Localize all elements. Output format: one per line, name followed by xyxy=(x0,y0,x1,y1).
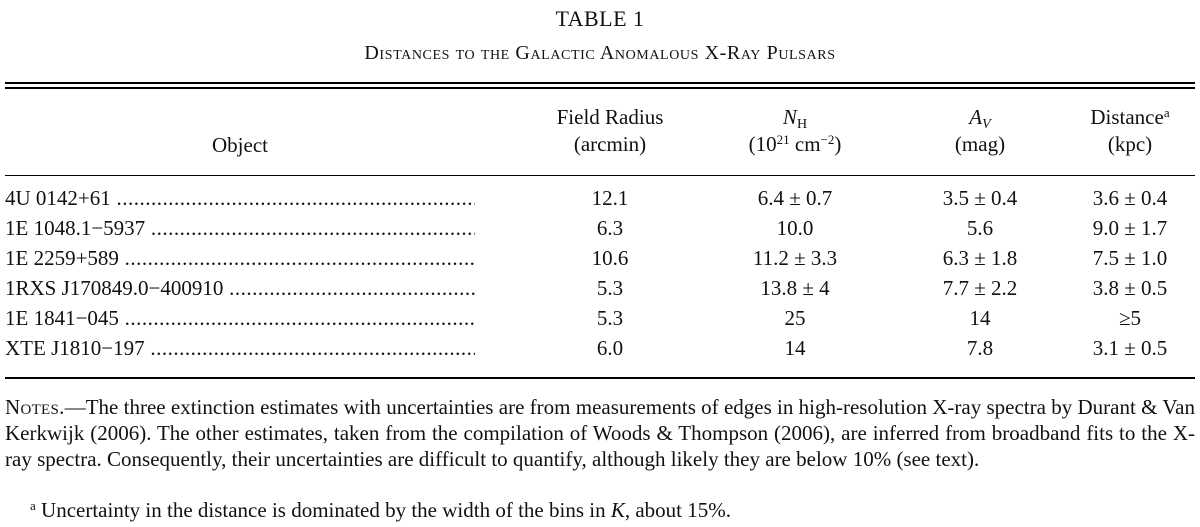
nh-unit-exp: 21 xyxy=(776,132,790,147)
row-av: 7.7 ± 2.2 xyxy=(942,276,1018,300)
av-symbol: A xyxy=(969,105,983,129)
table-row xyxy=(0,213,1200,243)
distance-footnote-marker: a xyxy=(1163,105,1170,120)
row-object: XTE J1810−197 ..... xyxy=(5,333,475,363)
row-object: 1E 2259+589 ..... xyxy=(5,243,475,273)
header-distance-label xyxy=(1060,104,1200,131)
row-field-radius: 5.3 xyxy=(596,306,624,330)
header-field-radius-unit: (arcmin) xyxy=(573,132,647,156)
table-row xyxy=(0,303,1200,333)
row-distance: 3.8 ± 0.5 xyxy=(1092,276,1168,300)
row-object: 4U 0142+61 ..... xyxy=(5,183,475,213)
row-field-radius: 5.3 xyxy=(596,276,624,300)
row-nh: 6.4 ± 0.7 xyxy=(757,186,833,210)
nh-unit-mid: cm xyxy=(789,132,821,156)
header-av xyxy=(890,104,1070,158)
table-row xyxy=(0,273,1200,303)
header-nh-label xyxy=(700,104,890,131)
row-distance: 3.1 ± 0.5 xyxy=(1092,336,1168,360)
row-nh: 14 xyxy=(784,336,806,360)
row-av: 3.5 ± 0.4 xyxy=(942,186,1018,210)
notes-text: —The three extinction estimates with uncertainties are from measurements of edges in high-resolution X-ray spectra by Durant & Van Kerkwijk (2006). The other estimates, taken from the compilation of Woods & Thompson (2006), are inferred from broadband fits to the X-ray spectra. Consequently, their uncertainties are difficult to quantify, although likely they are below 10% (see text). xyxy=(5,395,1195,471)
header-distance-unit: (kpc) xyxy=(1107,132,1153,156)
nh-unit-base: (10 xyxy=(748,132,777,156)
footnote-variable: K xyxy=(610,498,625,522)
header-object xyxy=(120,132,360,159)
row-object: 1E 1841−045 ..... xyxy=(5,303,475,333)
top-rule-double xyxy=(5,87,1195,89)
table-title: TABLE 1 xyxy=(555,6,645,31)
table-row xyxy=(0,333,1200,363)
row-av: 6.3 ± 1.8 xyxy=(942,246,1018,270)
table-row xyxy=(0,243,1200,273)
top-rule xyxy=(5,82,1195,84)
row-distance: ≥5 xyxy=(1118,306,1142,330)
table-notes xyxy=(5,394,1195,472)
header-nh xyxy=(700,104,890,158)
row-av: 7.8 xyxy=(966,336,994,360)
nh-unit-end: ) xyxy=(834,132,842,156)
nh-subscript: H xyxy=(796,117,808,132)
row-av: 14 xyxy=(969,306,991,330)
row-nh: 11.2 ± 3.3 xyxy=(752,246,838,270)
distance-label-text: Distance xyxy=(1090,105,1164,129)
row-nh: 25 xyxy=(784,306,806,330)
table-subtitle: Distances to the Galactic Anomalous X-Ray Pulsars xyxy=(364,42,836,64)
row-distance: 3.6 ± 0.4 xyxy=(1092,186,1168,210)
row-distance: 9.0 ± 1.7 xyxy=(1092,216,1168,240)
table-row xyxy=(0,183,1200,213)
header-rule xyxy=(5,175,1195,176)
row-object: 1RXS J170849.0−400910 ..... xyxy=(5,273,475,303)
nh-symbol: N xyxy=(782,105,797,129)
av-subscript: V xyxy=(982,117,991,132)
header-av-label xyxy=(890,104,1070,131)
header-nh-unit xyxy=(700,131,890,158)
row-nh: 13.8 ± 4 xyxy=(760,276,830,300)
table-footnote xyxy=(30,497,1190,523)
notes-lead: Notes. xyxy=(5,395,65,419)
bottom-rule xyxy=(5,377,1195,379)
row-object: 1E 1048.1−5937 ..... xyxy=(5,213,475,243)
header-av-unit: (mag) xyxy=(954,132,1006,156)
header-field-radius-label: Field Radius xyxy=(556,105,664,129)
header-object-label: Object xyxy=(212,133,268,157)
footnote-text-post: , about 15%. xyxy=(624,498,732,522)
row-field-radius: 6.3 xyxy=(596,216,624,240)
footnote-marker: a xyxy=(30,498,36,513)
row-av: 5.6 xyxy=(966,216,994,240)
table-body xyxy=(0,183,1200,363)
nh-unit-exp2: −2 xyxy=(820,132,835,147)
row-field-radius: 6.0 xyxy=(596,336,624,360)
footnote-text-pre: Uncertainty in the distance is dominated by the width of the bins in xyxy=(35,498,611,522)
row-field-radius: 10.6 xyxy=(591,246,629,270)
row-field-radius: 12.1 xyxy=(591,186,629,210)
header-distance xyxy=(1060,104,1200,158)
row-nh: 10.0 xyxy=(776,216,814,240)
header-field-radius xyxy=(520,104,700,158)
row-distance: 7.5 ± 1.0 xyxy=(1092,246,1168,270)
